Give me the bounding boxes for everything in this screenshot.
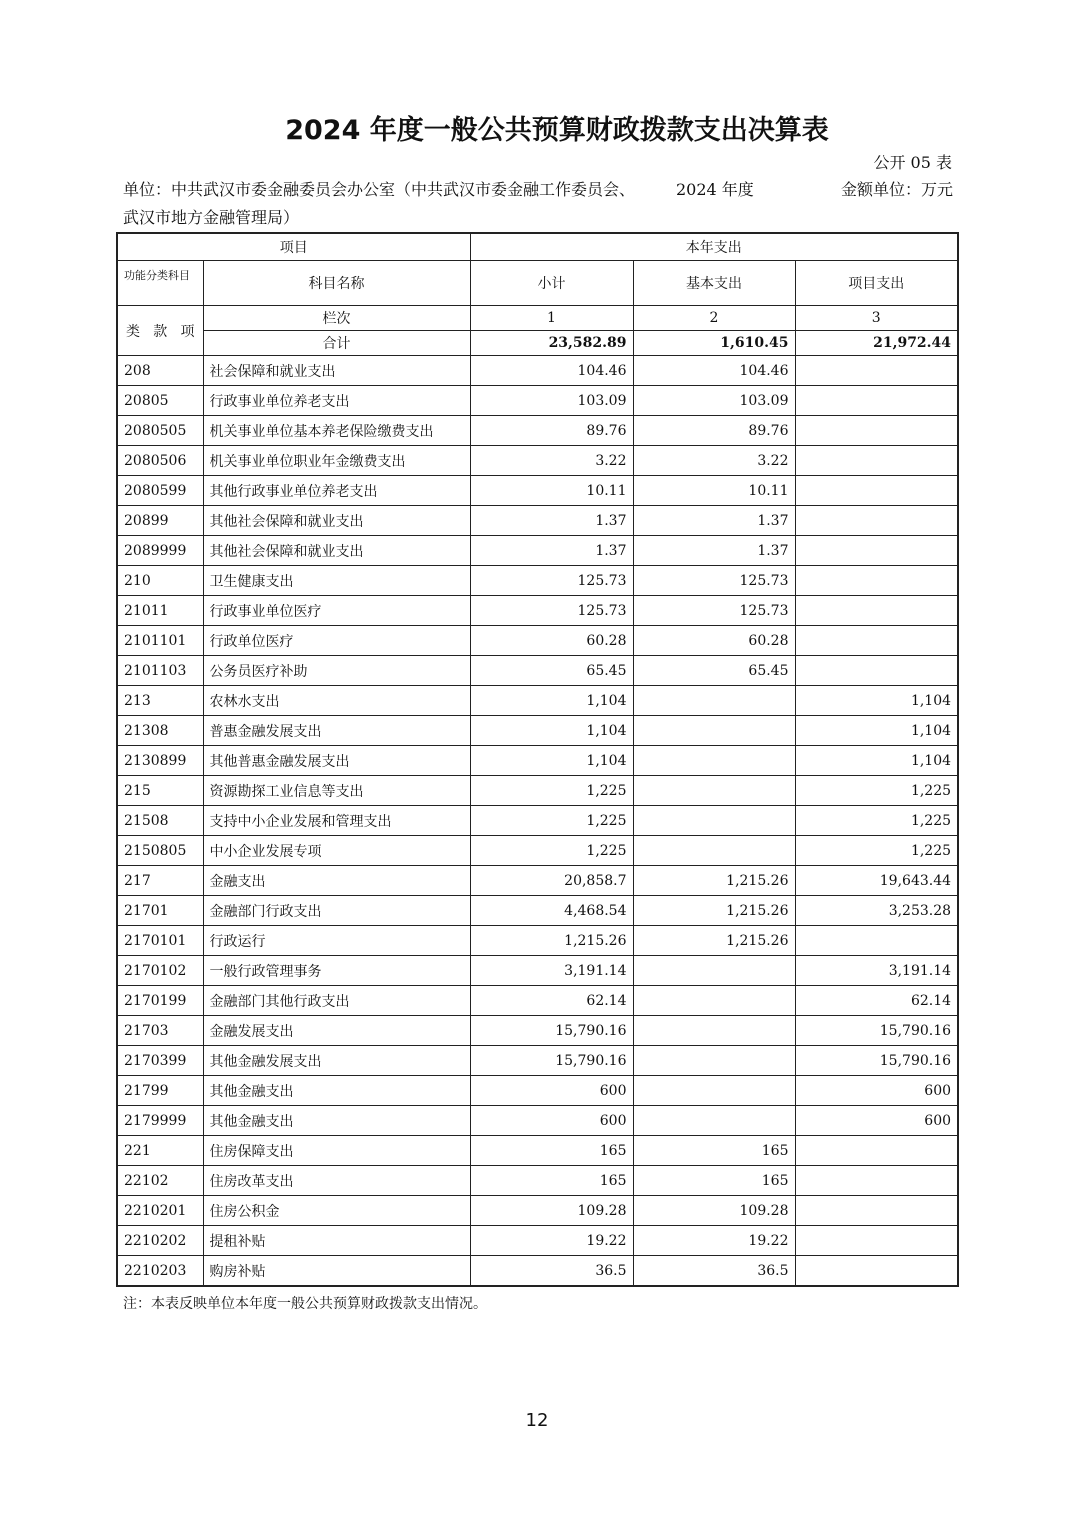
row-name: 金融部门其他行政支出 <box>203 986 470 1016</box>
row-code: 22102 <box>117 1166 203 1196</box>
row-code: 2210203 <box>117 1256 203 1287</box>
header-col1: 1 <box>470 306 633 331</box>
row-subtotal: 1,225 <box>470 806 633 836</box>
row-basic <box>633 1016 795 1046</box>
row-name: 提租补贴 <box>203 1226 470 1256</box>
row-basic: 60.28 <box>633 626 795 656</box>
row-subtotal: 103.09 <box>470 386 633 416</box>
row-subtotal: 1,225 <box>470 776 633 806</box>
total-basic: 1,610.45 <box>633 331 795 356</box>
row-project: 1,225 <box>795 836 958 866</box>
row-subtotal: 165 <box>470 1136 633 1166</box>
row-basic: 3.22 <box>633 446 795 476</box>
header-column-no: 栏次 <box>203 306 470 331</box>
table-row <box>117 1106 958 1136</box>
row-project: 1,104 <box>795 686 958 716</box>
expenditure-table <box>116 232 959 1287</box>
header-project-exp: 项目支出 <box>795 261 958 306</box>
row-name: 机关事业单位职业年金缴费支出 <box>203 446 470 476</box>
row-basic <box>633 716 795 746</box>
row-subtotal: 1,104 <box>470 746 633 776</box>
row-name: 住房公积金 <box>203 1196 470 1226</box>
row-subtotal: 1,215.26 <box>470 926 633 956</box>
row-subtotal: 125.73 <box>470 566 633 596</box>
row-basic: 65.45 <box>633 656 795 686</box>
row-basic: 104.46 <box>633 356 795 386</box>
header-basic: 基本支出 <box>633 261 795 306</box>
row-basic <box>633 836 795 866</box>
row-code: 20805 <box>117 386 203 416</box>
form-number: 公开 05 表 <box>873 153 952 172</box>
row-name: 行政事业单位医疗 <box>203 596 470 626</box>
row-basic: 1.37 <box>633 536 795 566</box>
row-basic <box>633 1106 795 1136</box>
table-row <box>117 716 958 746</box>
row-name: 其他金融发展支出 <box>203 1046 470 1076</box>
row-name: 资源勘探工业信息等支出 <box>203 776 470 806</box>
row-code: 2170101 <box>117 926 203 956</box>
row-subtotal: 89.76 <box>470 416 633 446</box>
row-project <box>795 926 958 956</box>
table-row <box>117 1196 958 1226</box>
page-number: 12 <box>525 1410 549 1431</box>
table-row <box>117 386 958 416</box>
row-basic: 1,215.26 <box>633 926 795 956</box>
table-row <box>117 356 958 386</box>
row-code: 2150805 <box>117 836 203 866</box>
table-row <box>117 506 958 536</box>
row-code: 21508 <box>117 806 203 836</box>
row-code: 215 <box>117 776 203 806</box>
row-name: 住房保障支出 <box>203 1136 470 1166</box>
row-project: 600 <box>795 1076 958 1106</box>
table-row <box>117 626 958 656</box>
table-row <box>117 836 958 866</box>
header-kuan: 款 <box>153 323 168 340</box>
row-basic: 1.37 <box>633 506 795 536</box>
header-func-class: 功能分类科目 <box>117 261 203 306</box>
row-project <box>795 1256 958 1287</box>
table-row <box>117 1016 958 1046</box>
row-name: 卫生健康支出 <box>203 566 470 596</box>
row-subtotal: 15,790.16 <box>470 1046 633 1076</box>
row-project <box>795 1226 958 1256</box>
row-basic: 10.11 <box>633 476 795 506</box>
row-project <box>795 536 958 566</box>
fiscal-year: 2024 年度 <box>676 180 754 199</box>
row-basic <box>633 956 795 986</box>
row-basic <box>633 686 795 716</box>
row-subtotal: 19.22 <box>470 1226 633 1256</box>
row-code: 2080599 <box>117 476 203 506</box>
row-name: 中小企业发展专项 <box>203 836 470 866</box>
total-row <box>117 331 958 356</box>
row-name: 金融支出 <box>203 866 470 896</box>
row-basic: 1,215.26 <box>633 896 795 926</box>
row-name: 其他普惠金融发展支出 <box>203 746 470 776</box>
table-row <box>117 1226 958 1256</box>
row-project <box>795 446 958 476</box>
row-name: 农林水支出 <box>203 686 470 716</box>
header-this-year: 本年支出 <box>470 233 958 261</box>
row-project: 3,253.28 <box>795 896 958 926</box>
table-row <box>117 956 958 986</box>
table-row <box>117 446 958 476</box>
row-project <box>795 626 958 656</box>
row-code: 2210202 <box>117 1226 203 1256</box>
header-subject-name: 科目名称 <box>203 261 470 306</box>
row-subtotal: 4,468.54 <box>470 896 633 926</box>
header-subtotal: 小计 <box>470 261 633 306</box>
row-subtotal: 1,104 <box>470 716 633 746</box>
row-project: 1,104 <box>795 746 958 776</box>
row-subtotal: 3.22 <box>470 446 633 476</box>
row-project: 1,225 <box>795 776 958 806</box>
row-name: 一般行政管理事务 <box>203 956 470 986</box>
row-name: 行政单位医疗 <box>203 626 470 656</box>
row-code: 217 <box>117 866 203 896</box>
row-project <box>795 416 958 446</box>
row-basic: 109.28 <box>633 1196 795 1226</box>
row-project: 15,790.16 <box>795 1016 958 1046</box>
row-code: 2089999 <box>117 536 203 566</box>
row-subtotal: 1,225 <box>470 836 633 866</box>
row-code: 2170199 <box>117 986 203 1016</box>
row-basic <box>633 986 795 1016</box>
row-name: 金融部门行政支出 <box>203 896 470 926</box>
row-project: 600 <box>795 1106 958 1136</box>
row-project <box>795 1166 958 1196</box>
header-col3: 3 <box>795 306 958 331</box>
row-basic: 125.73 <box>633 566 795 596</box>
row-basic <box>633 806 795 836</box>
table-row <box>117 1076 958 1106</box>
money-unit: 金额单位：万元 <box>840 180 953 199</box>
row-project <box>795 656 958 686</box>
row-subtotal: 60.28 <box>470 626 633 656</box>
row-project <box>795 356 958 386</box>
row-project <box>795 596 958 626</box>
table-row <box>117 926 958 956</box>
row-project <box>795 566 958 596</box>
header-row-1 <box>117 233 958 261</box>
row-name: 行政运行 <box>203 926 470 956</box>
row-code: 21308 <box>117 716 203 746</box>
row-code: 2170399 <box>117 1046 203 1076</box>
row-project <box>795 476 958 506</box>
table-row <box>117 596 958 626</box>
row-subtotal: 15,790.16 <box>470 1016 633 1046</box>
row-code: 2101101 <box>117 626 203 656</box>
row-subtotal: 125.73 <box>470 596 633 626</box>
table-row <box>117 866 958 896</box>
row-name: 购房补贴 <box>203 1256 470 1287</box>
row-code: 2101103 <box>117 656 203 686</box>
row-name: 公务员医疗补助 <box>203 656 470 686</box>
row-name: 其他社会保障和就业支出 <box>203 506 470 536</box>
table-row <box>117 656 958 686</box>
row-subtotal: 600 <box>470 1106 633 1136</box>
row-subtotal: 1.37 <box>470 536 633 566</box>
table-row <box>117 1166 958 1196</box>
row-name: 社会保障和就业支出 <box>203 356 470 386</box>
header-col2: 2 <box>633 306 795 331</box>
row-subtotal: 165 <box>470 1166 633 1196</box>
row-basic: 36.5 <box>633 1256 795 1287</box>
table-row <box>117 1046 958 1076</box>
row-name: 住房改革支出 <box>203 1166 470 1196</box>
header-row-2 <box>117 261 958 306</box>
row-basic <box>633 1046 795 1076</box>
row-name: 普惠金融发展支出 <box>203 716 470 746</box>
table-row <box>117 776 958 806</box>
total-project: 21,972.44 <box>795 331 958 356</box>
unit-label: 单位：中共武汉市委金融委员会办公室（中共武汉市委金融工作委员会、武汉市地方金融管理局） <box>123 180 636 227</box>
row-subtotal: 109.28 <box>470 1196 633 1226</box>
row-basic: 89.76 <box>633 416 795 446</box>
row-code: 210 <box>117 566 203 596</box>
row-name: 其他社会保障和就业支出 <box>203 536 470 566</box>
header-project: 项目 <box>117 233 470 261</box>
row-basic <box>633 746 795 776</box>
row-name: 其他金融支出 <box>203 1106 470 1136</box>
header-lkx <box>117 306 203 356</box>
row-code: 2130899 <box>117 746 203 776</box>
table-row <box>117 896 958 926</box>
row-code: 208 <box>117 356 203 386</box>
row-name: 机关事业单位基本养老保险缴费支出 <box>203 416 470 446</box>
row-code: 2080506 <box>117 446 203 476</box>
total-label: 合计 <box>203 331 470 356</box>
row-subtotal: 1.37 <box>470 506 633 536</box>
row-project: 19,643.44 <box>795 866 958 896</box>
row-basic: 19.22 <box>633 1226 795 1256</box>
header-xiang: 项 <box>180 323 195 340</box>
row-subtotal: 600 <box>470 1076 633 1106</box>
table-row <box>117 536 958 566</box>
row-code: 21703 <box>117 1016 203 1046</box>
row-project: 62.14 <box>795 986 958 1016</box>
row-basic: 103.09 <box>633 386 795 416</box>
row-project <box>795 1136 958 1166</box>
table-row <box>117 686 958 716</box>
row-subtotal: 65.45 <box>470 656 633 686</box>
table-row <box>117 476 958 506</box>
row-code: 21799 <box>117 1076 203 1106</box>
page-title: 2024 年度一般公共预算财政拨款支出决算表 <box>285 115 829 146</box>
row-name: 其他行政事业单位养老支出 <box>203 476 470 506</box>
row-project: 1,104 <box>795 716 958 746</box>
table-row <box>117 986 958 1016</box>
total-subtotal: 23,582.89 <box>470 331 633 356</box>
row-name: 金融发展支出 <box>203 1016 470 1046</box>
row-code: 2080505 <box>117 416 203 446</box>
row-code: 20899 <box>117 506 203 536</box>
row-subtotal: 62.14 <box>470 986 633 1016</box>
row-code: 2210201 <box>117 1196 203 1226</box>
row-code: 2179999 <box>117 1106 203 1136</box>
row-basic <box>633 1076 795 1106</box>
row-basic <box>633 776 795 806</box>
row-project: 15,790.16 <box>795 1046 958 1076</box>
row-subtotal: 1,104 <box>470 686 633 716</box>
table-row <box>117 1256 958 1287</box>
row-subtotal: 3,191.14 <box>470 956 633 986</box>
row-project <box>795 386 958 416</box>
row-basic: 165 <box>633 1166 795 1196</box>
table-row <box>117 806 958 836</box>
row-name: 行政事业单位养老支出 <box>203 386 470 416</box>
header-lei: 类 <box>126 323 140 340</box>
row-basic: 1,215.26 <box>633 866 795 896</box>
row-subtotal: 20,858.7 <box>470 866 633 896</box>
row-basic: 125.73 <box>633 596 795 626</box>
row-code: 221 <box>117 1136 203 1166</box>
row-project <box>795 1196 958 1226</box>
footnote: 注：本表反映单位本年度一般公共预算财政拨款支出情况。 <box>123 1296 487 1312</box>
table-row <box>117 746 958 776</box>
row-code: 213 <box>117 686 203 716</box>
header-row-3 <box>117 306 958 331</box>
row-subtotal: 10.11 <box>470 476 633 506</box>
row-project: 1,225 <box>795 806 958 836</box>
row-subtotal: 104.46 <box>470 356 633 386</box>
table-row <box>117 566 958 596</box>
row-project <box>795 506 958 536</box>
row-project: 3,191.14 <box>795 956 958 986</box>
row-code: 21011 <box>117 596 203 626</box>
row-subtotal: 36.5 <box>470 1256 633 1287</box>
row-name: 其他金融支出 <box>203 1076 470 1106</box>
row-code: 21701 <box>117 896 203 926</box>
table-row <box>117 416 958 446</box>
row-code: 2170102 <box>117 956 203 986</box>
table-row <box>117 1136 958 1166</box>
row-name: 支持中小企业发展和管理支出 <box>203 806 470 836</box>
row-basic: 165 <box>633 1136 795 1166</box>
